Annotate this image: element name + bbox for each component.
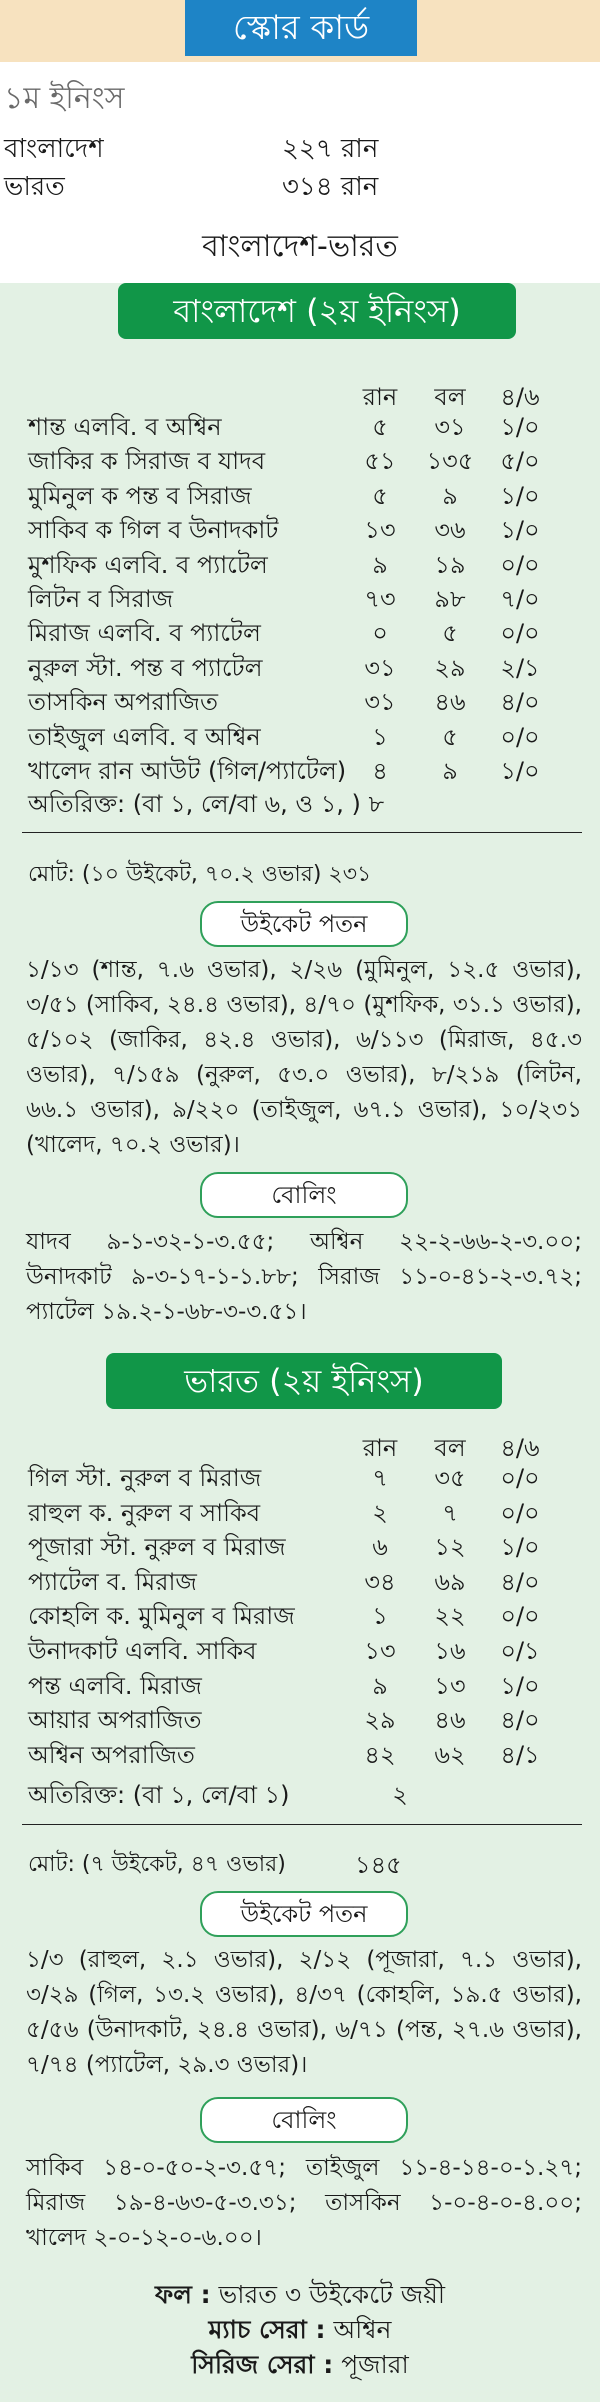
batter-balls: ৫ (442, 619, 458, 648)
batting-row (0, 1598, 600, 1632)
batter-balls: ১৩৫ (426, 447, 474, 476)
col-balls-header: বল (434, 383, 466, 411)
scorecard-panel (0, 283, 600, 2402)
bangladesh-fow-label: উইকেট পতন (200, 901, 408, 947)
batting-row (0, 512, 600, 546)
batter-boundaries: ৪/০ (500, 688, 540, 717)
batter-boundaries: ০/০ (500, 722, 540, 751)
result-text: ভারত ৩ উইকেটে জয়ী (218, 2280, 445, 2309)
batter-runs: ৫১ (364, 447, 396, 476)
header-area (0, 0, 600, 283)
col-balls-header: বল (434, 1434, 466, 1462)
bangladesh-extras (0, 786, 600, 820)
batting-row (0, 581, 600, 615)
batter-boundaries: ৪/১ (500, 1740, 540, 1769)
summary-runs-2: ৩১৪ রান (282, 172, 379, 202)
batter-balls: ২২ (434, 1602, 466, 1631)
col-runs-header: রান (362, 383, 398, 411)
batter-name: গিল স্টা. নুরুল ব মিরাজ (28, 1464, 262, 1492)
batter-balls: ৩১ (434, 413, 466, 441)
batter-runs: ৬ (372, 1533, 388, 1562)
batter-balls: ৭ (442, 1498, 458, 1527)
batter-runs: ২৯ (364, 1706, 396, 1735)
batter-boundaries: ৫/০ (500, 447, 540, 476)
batter-name: লিটন ব সিরাজ (28, 585, 174, 613)
batter-name: তাইজুল এলবি. ব অশ্বিন (28, 722, 261, 751)
batting-row (0, 443, 600, 477)
batter-balls: ১৬ (434, 1637, 466, 1665)
batter-boundaries: ১/০ (500, 1671, 540, 1700)
batting-row (0, 719, 600, 753)
batter-boundaries: ৭/০ (500, 585, 540, 613)
india-innings-title: ভারত (২য় ইনিংস) (106, 1353, 502, 1409)
batter-boundaries: ১/০ (500, 1533, 540, 1562)
batter-runs: ৭ (372, 1464, 388, 1492)
batter-boundaries: ৪/০ (500, 1567, 540, 1596)
mom-label: ম্যাচ সেরা : (208, 2315, 326, 2344)
batting-row (0, 1564, 600, 1598)
batter-name: নুরুল স্টা. পন্ত ব প্যাটেল (28, 653, 263, 682)
batting-row (0, 1460, 600, 1494)
batter-name: প্যাটেল ব. মিরাজ (28, 1567, 197, 1596)
batter-name: শান্ত এলবি. ব অশ্বিন (28, 413, 222, 441)
batter-balls: ২৯ (434, 653, 466, 682)
batter-balls: ৪৬ (434, 688, 466, 717)
man-of-the-series (0, 2345, 600, 2388)
batter-runs: ১ (372, 1602, 388, 1631)
batting-row (0, 684, 600, 718)
batter-name: মিরাজ এলবি. ব প্যাটেল (28, 619, 261, 648)
batting-row (0, 1668, 600, 1702)
batter-name: মুমিনুল ক পন্ত ব সিরাজ (28, 481, 252, 510)
mos-text: পূজারা (341, 2350, 409, 2379)
batter-runs: ৫ (372, 413, 388, 441)
batter-boundaries: ১/০ (500, 481, 540, 510)
batter-name: পন্ত এলবি. মিরাজ (28, 1671, 202, 1700)
batter-balls: ৯৮ (434, 585, 466, 613)
bangladesh-innings-title: বাংলাদেশ (২য় ইনিংস) (118, 283, 516, 339)
batter-runs: ৪২ (364, 1740, 396, 1769)
batter-boundaries: ৪/০ (500, 1706, 540, 1735)
batter-name: আয়ার অপরাজিত (28, 1706, 202, 1735)
batting-row (0, 1529, 600, 1563)
col-boundaries-header: ৪/৬ (500, 1434, 540, 1462)
batter-name: রাহুল ক. নুরুল ব সাকিব (28, 1498, 261, 1527)
batter-balls: ১২ (434, 1533, 466, 1562)
batter-balls: ৩৫ (434, 1464, 466, 1492)
batter-boundaries: ২/১ (500, 653, 540, 682)
batter-runs: ১৩ (364, 1637, 396, 1665)
batter-balls: ১৯ (434, 550, 466, 579)
match-title: বাংলাদেশ-ভারত (202, 229, 398, 264)
first-innings-label: ১ম ইনিংস (4, 81, 125, 116)
bangladesh-total: মোট: (১০ উইকেট, ৭০.২ ওভার) ২৩১ (28, 862, 372, 887)
mom-text: অশ্বিন (333, 2315, 392, 2344)
summary-runs-1: ২২৭ রান (282, 134, 379, 164)
batter-runs: ৩১ (364, 688, 396, 717)
batter-balls: ১৩ (434, 1671, 466, 1700)
batting-row (0, 1633, 600, 1667)
india-fow-label: উইকেট পতন (200, 1891, 408, 1937)
batter-boundaries: ০/০ (500, 1498, 540, 1527)
batter-balls: ৬৯ (434, 1567, 466, 1596)
batting-row (0, 650, 600, 684)
batter-runs: ৭৩ (364, 585, 396, 613)
result-label: ফল : (155, 2280, 211, 2309)
summary-team-1: বাংলাদেশ (4, 134, 104, 164)
batter-boundaries: ০/০ (500, 1602, 540, 1631)
india-total: মোট: (৭ উইকেট, ৪৭ ওভার) (28, 1852, 286, 1877)
batter-balls: ৯ (442, 757, 458, 785)
batting-row (0, 478, 600, 512)
batting-row (0, 615, 600, 649)
batter-name: পূজারা স্টা. নুরুল ব মিরাজ (28, 1533, 286, 1562)
page-title: স্কোর কার্ড (185, 0, 417, 56)
batter-runs: ৯ (372, 550, 388, 579)
batter-runs: ৫ (372, 481, 388, 510)
summary-team-2: ভারত (4, 172, 65, 202)
india-fow-text: ১/৩ (রাহুল, ২.১ ওভার), ২/১২ (পূজারা, ৭.১ ওভার), ৩/২৯ (গিল, ১৩.২ ওভার), ৪/৩৭ (কোহলি, ১৯.৫ ওভার), ৫/৫৬ (উনাদকাট, ২৪.৪ ওভার), ৬/৭১ (পন্ত, ২৭.৬ ওভার), ৭/৭৪ (প্যাটেল, ২৯.৩ ওভার)। (26, 1947, 582, 2078)
batter-name: খালেদ রান আউট (গিল/প্যাটেল) (28, 757, 347, 785)
batter-name: সাকিব ক গিল ব উনাদকাট (28, 516, 279, 545)
batter-boundaries: ১/০ (500, 757, 540, 785)
batter-name: কোহলি ক. মুমিনুল ব মিরাজ (28, 1602, 295, 1631)
batter-boundaries: ১/০ (500, 413, 540, 441)
batter-boundaries: ০/০ (500, 619, 540, 648)
india-bowling-label: বোলিং (200, 2097, 408, 2143)
batter-balls: ৬২ (434, 1740, 466, 1769)
batter-balls: ৪৬ (434, 1706, 466, 1735)
india-total-value: ১৪৫ (355, 1851, 402, 1879)
india-bowling-text: সাকিব ১৪-০-৫০-২-৩.৫৭; তাইজুল ১১-৪-১৪-০-১.২৭; মিরাজ ১৯-৪-৬৩-৫-৩.৩১; তাসকিন ১-০-৪-০-৪.০০; খালেদ ২-০-১২-০-৬.০০। (26, 2155, 582, 2251)
bangladesh-bowling-text: যাদব ৯-১-৩২-১-৩.৫৫; অশ্বিন ২২-২-৬৬-২-৩.০০; উনাদকাট ৯-৩-১৭-১-১.৮৮; সিরাজ ১১-০-৪১-২-৩.৭২; প্যাটেল ১৯.২-১-৬৮-৩-৩.৫১। (26, 1229, 582, 1325)
batter-name: জাকির ক সিরাজ ব যাদব (28, 447, 266, 476)
batter-boundaries: ১/০ (500, 516, 540, 545)
batting-row (0, 753, 600, 787)
extras-value: ২ (392, 1781, 408, 1809)
extras-text: অতিরিক্ত: (বা ১, লে/বা ৬, ও ১, ) ৮ (28, 790, 385, 818)
batter-runs: ২ (372, 1498, 388, 1527)
col-boundaries-header: ৪/৬ (500, 383, 540, 411)
batter-balls: ৯ (442, 481, 458, 510)
batter-runs: ১ (372, 722, 388, 751)
mos-label: সিরিজ সেরা : (191, 2350, 334, 2379)
batter-runs: ৯ (372, 1671, 388, 1700)
india-extras (0, 1777, 600, 1811)
col-runs-header: রান (362, 1434, 398, 1462)
batter-runs: ৩১ (364, 653, 396, 682)
bangladesh-fow-text: ১/১৩ (শান্ত, ৭.৬ ওভার), ২/২৬ (মুমিনুল, ১২.৫ ওভার), ৩/৫১ (সাকিব, ২৪.৪ ওভার), ৪/৭০ (মুশফিক, ৩১.১ ওভার), ৫/১০২ (জাকির, ৪২.৪ ওভার), ৬/১১৩ (মিরাজ, ৪৫.৩ ওভার), ৭/১৫৯ (নুরুল, ৫৩.০ ওভার), ৮/২১৯ (লিটন, ৬৬.১ ওভার), ৯/২২০ (তাইজুল, ৬৭.১ ওভার), ১০/২৩১ (খালেদ, ৭০.২ ওভার)। (26, 957, 582, 1158)
batter-runs: ৪ (372, 757, 388, 785)
batter-name: উনাদকাট এলবি. সাকিব (28, 1637, 257, 1665)
batter-name: মুশফিক এলবি. ব প্যাটেল (28, 550, 268, 579)
batter-boundaries: ০/০ (500, 1464, 540, 1492)
divider (22, 1824, 582, 1825)
divider (22, 832, 582, 833)
batter-name: অশ্বিন অপরাজিত (28, 1740, 195, 1769)
batting-row (0, 1495, 600, 1529)
batter-balls: ৩৬ (434, 516, 466, 545)
batter-boundaries: ০/১ (500, 1637, 540, 1665)
bangladesh-bowling-label: বোলিং (200, 1172, 408, 1218)
batter-runs: ০ (372, 619, 388, 648)
batter-boundaries: ০/০ (500, 550, 540, 579)
batting-row (0, 1737, 600, 1771)
batter-runs: ১৩ (364, 516, 396, 545)
extras-text: অতিরিক্ত: (বা ১, লে/বা ১) (28, 1781, 290, 1809)
batting-row (0, 409, 600, 443)
batter-runs: ৩৪ (364, 1567, 396, 1596)
batter-name: তাসকিন অপরাজিত (28, 688, 219, 717)
batting-row (0, 1702, 600, 1736)
batter-balls: ৫ (442, 722, 458, 751)
batting-row (0, 547, 600, 581)
